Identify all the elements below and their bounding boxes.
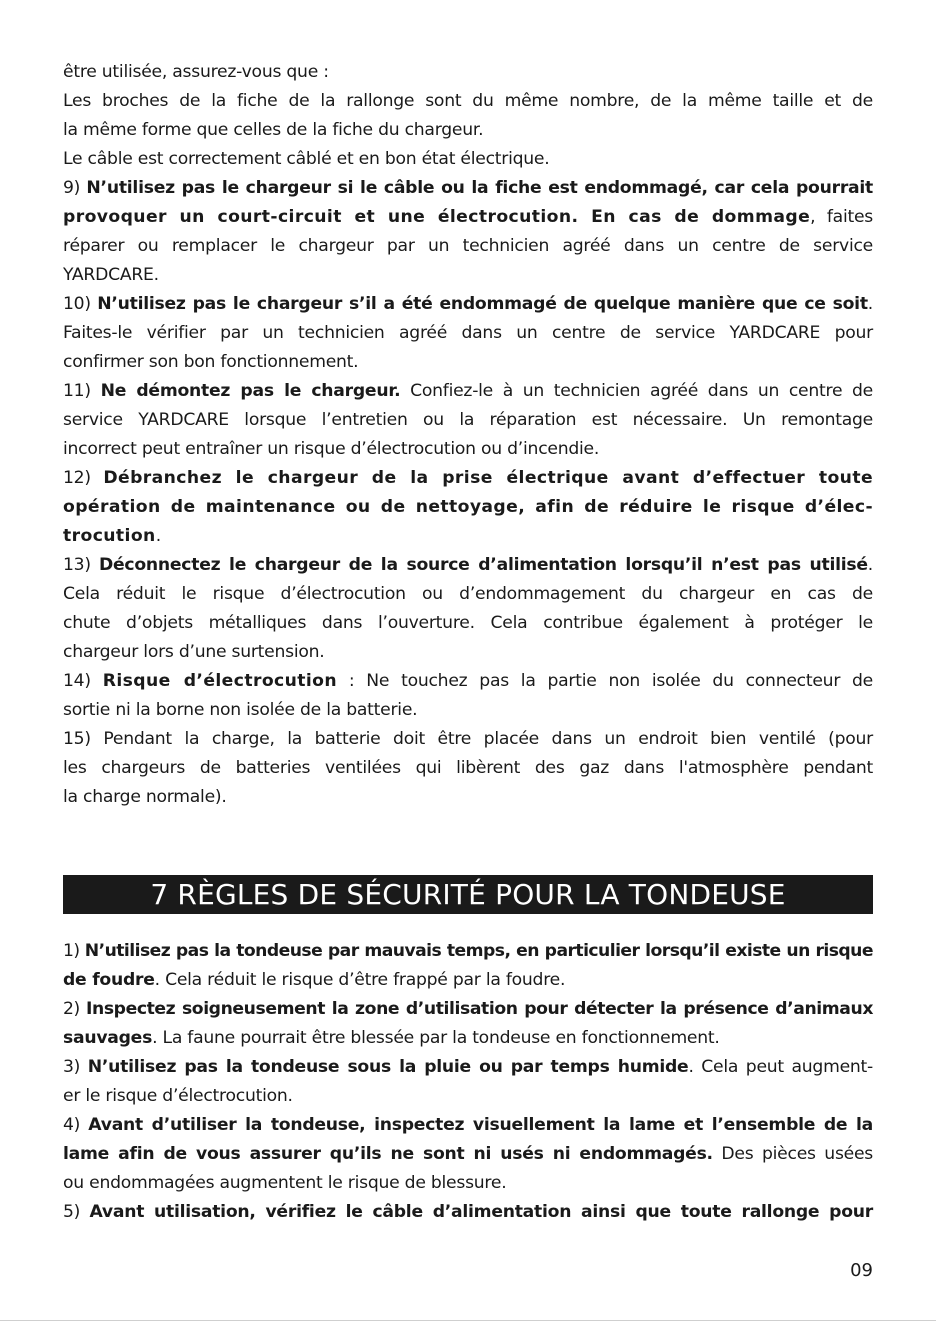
- rule-2: 2) Inspectez soigneusement la zone d’utilisation pour détecter la présence d’animaux: [63, 999, 874, 1019]
- rule-4: 4) Avant d’utiliser la tondeuse, inspectez visuellement la lame et l’ensemble de la: [63, 1115, 873, 1135]
- text-line: chargeur lors d’une surtension.: [63, 642, 325, 662]
- text-line: Cela réduit le risque d’électrocution ou d’endommagement du chargeur en cas de: [63, 584, 873, 604]
- text-line: opération de maintenance ou de nettoyage, afin de réduire le risque d’élec-: [63, 497, 873, 517]
- text-line: trocution.: [63, 526, 161, 546]
- section-heading: 7 RÈGLES DE SÉCURITÉ POUR LA TONDEUSE: [63, 875, 873, 914]
- instruction-15: 15) Pendant la charge, la batterie doit être placée dans un endroit bien ventilé (pour: [63, 729, 873, 749]
- text-line: er le risque d’électrocution.: [63, 1086, 293, 1106]
- bottom-divider: [0, 1320, 936, 1321]
- text-line: les chargeurs de batteries ventilées qui libèrent des gaz dans l'atmosphère pendant: [63, 758, 873, 778]
- mower-safety-rules: [63, 937, 873, 1227]
- text-line: sortie ni la borne non isolée de la batterie.: [63, 700, 418, 720]
- instruction-11: 11) Ne démontez pas le chargeur. Confiez-le à un technicien agréé dans un centre de: [63, 381, 873, 401]
- charger-safety-instructions: [63, 58, 873, 812]
- rule-1: 1) N’utilisez pas la tondeuse par mauvais temps, en particulier lorsqu’il existe un risque: [63, 941, 873, 961]
- text-line: de foudre. Cela réduit le risque d’être frappé par la foudre.: [63, 970, 566, 990]
- instruction-9: 9) N’utilisez pas le chargeur si le câble ou la fiche est endommagé, car cela pourrait: [63, 178, 873, 198]
- text-line: service YARDCARE lorsque l’entretien ou la réparation est nécessaire. Un remontage: [63, 410, 873, 430]
- text-line: confirmer son bon fonctionnement.: [63, 352, 359, 372]
- text-line: la même forme que celles de la fiche du chargeur.: [63, 120, 484, 140]
- text-line: être utilisée, assurez-vous que :: [63, 62, 329, 82]
- text-line: Le câble est correctement câblé et en bon état électrique.: [63, 149, 550, 169]
- instruction-14: 14) Risque d’électrocution : Ne touchez pas la partie non isolée du connecteur de: [63, 671, 873, 691]
- text-line: sauvages. La faune pourrait être blessée par la tondeuse en fonctionnement.: [63, 1028, 720, 1048]
- rule-3: 3) N’utilisez pas la tondeuse sous la pluie ou par temps humide. Cela peut augment-: [63, 1057, 873, 1077]
- text-line: lame afin de vous assurer qu’ils ne sont ni usés ni endommagés. Des pièces usées: [63, 1144, 873, 1164]
- page-number: 09: [850, 1260, 873, 1281]
- instruction-12: 12) Débranchez le chargeur de la prise électrique avant d’effectuer toute: [63, 468, 873, 488]
- text-line: provoquer un court-circuit et une électrocution. En cas de dommage, faites: [63, 207, 873, 227]
- text-line: Les broches de la fiche de la rallonge sont du même nombre, de la même taille et de: [63, 91, 873, 111]
- instruction-13: 13) Déconnectez le chargeur de la source d’alimentation lorsqu’il n’est pas utilisé.: [63, 555, 873, 575]
- text-line: YARDCARE.: [63, 265, 159, 285]
- instruction-10: 10) N’utilisez pas le chargeur s’il a été endommagé de quelque manière que ce soit.: [63, 294, 874, 314]
- text-line: Faites-le vérifier par un technicien agréé dans un centre de service YARDCARE pour: [63, 323, 873, 343]
- rule-5: 5) Avant utilisation, vérifiez le câble d’alimentation ainsi que toute rallonge pour: [63, 1202, 873, 1222]
- text-line: réparer ou remplacer le chargeur par un technicien agréé dans un centre de service: [63, 236, 873, 256]
- text-line: incorrect peut entraîner un risque d’électrocution ou d’incendie.: [63, 439, 600, 459]
- text-line: chute d’objets métalliques dans l’ouverture. Cela contribue également à protéger le: [63, 613, 873, 633]
- text-line: la charge normale).: [63, 787, 227, 807]
- text-line: ou endommagées augmentent le risque de blessure.: [63, 1173, 507, 1193]
